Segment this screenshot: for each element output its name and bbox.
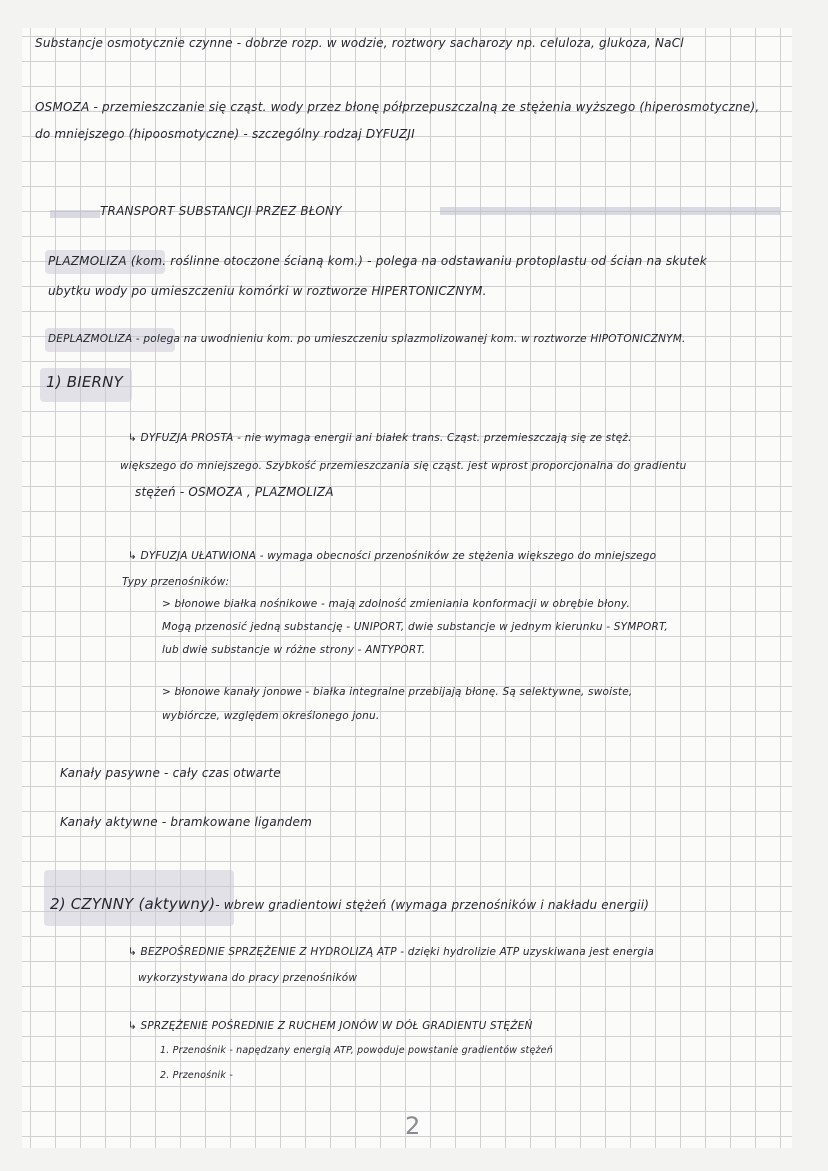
czynny-heading-rest: - wbrew gradientowi stężeń (wymaga przenośników i nakładu energii) — [215, 898, 650, 912]
dyfuzja-prosta-line2: większego do mniejszego. Szybkość przemieszczania się cząst. jest wprost proporcjonalna do gradientu — [120, 460, 687, 472]
nosnikowe-line3: lub dwie substancje w różne strony - ANTYPORT. — [162, 644, 426, 656]
przenosnik-2: 2. Przenośnik - — [160, 1070, 233, 1081]
highlight-band-left — [50, 210, 100, 218]
czynny-heading — [50, 895, 649, 913]
bierny-heading: 1) BIERNY — [46, 373, 123, 391]
czynny-heading-title: 2) CZYNNY (aktywny) — [50, 895, 216, 913]
bezposrednie-line1: ↳ BEZPOŚREDNIE SPRZĘŻENIE Z HYDROLIZĄ ATP - dzięki hydrolizie ATP uzyskiwana jest energia — [128, 946, 655, 958]
plazmoliza-line1: PLAZMOLIZA (kom. roślinne otoczone ścianą kom.) - polega na odstawaniu protoplastu od ścian na skutek — [48, 254, 707, 268]
bezposrednie-line2: wykorzystywana do pracy przenośników — [138, 972, 358, 984]
section-title: TRANSPORT SUBSTANCJI PRZEZ BŁONY — [100, 204, 342, 218]
osmoza-definition-line2: do mniejszego (hipoosmotyczne) - szczególny rodzaj DYFUZJI — [35, 127, 415, 141]
kanaly-aktywne-line: Kanały aktywne - bramkowane ligandem — [60, 815, 312, 829]
deplazmoliza-line: DEPLAZMOLIZA - polega na uwodnieniu kom. po umieszczeniu splazmolizowanej kom. w roztworze HIPOTONICZNYM. — [48, 333, 686, 345]
kanaly-pasywne-line: Kanały pasywne - cały czas otwarte — [60, 766, 281, 780]
posrednie-line1: ↳ SPRZĘŻENIE POŚREDNIE Z RUCHEM JONÓW W DÓŁ GRADIENTU STĘŻEŃ — [128, 1020, 533, 1032]
dyfuzja-prosta-line1: ↳ DYFUZJA PROSTA - nie wymaga energii ani białek trans. Cząst. przemieszczają się ze stęż. — [128, 432, 632, 444]
przenosniki-types-label: Typy przenośników: — [122, 576, 230, 588]
nosnikowe-line2: Mogą przenosić jedną substancję - UNIPORT, dwie substancje w jednym kierunku - SYMPORT, — [162, 621, 668, 633]
dyfuzja-prosta-line3: stężeń - OSMOZA , PLAZMOLIZA — [135, 485, 334, 499]
kanaly-jonowe-line2: wybiórcze, względem określonego jonu. — [162, 710, 380, 722]
page-number: 2 — [405, 1112, 421, 1140]
plazmoliza-line2: ubytku wody po umieszczeniu komórki w roztworze HIPERTONICZNYM. — [48, 284, 487, 298]
osmotic-substances-line: Substancje osmotycznie czynne - dobrze rozp. w wodzie, roztwory sacharozy np. celuloza, glukoza, NaCl — [35, 36, 684, 50]
highlight-band-right — [440, 207, 780, 215]
osmoza-definition-line1: OSMOZA - przemieszczanie się cząst. wody przez błonę półprzepuszczalną ze stężenia wyższego (hiperosmotyczne), — [35, 100, 760, 114]
przenosnik-1: 1. Przenośnik - napędzany energią ATP, powoduje powstanie gradientów stężeń — [160, 1045, 553, 1056]
dyfuzja-ulatwiona-line1: ↳ DYFUZJA UŁATWIONA - wymaga obecności przenośników ze stężenia większego do mniejszego — [128, 550, 657, 562]
kanaly-jonowe-line1: > błonowe kanały jonowe - białka integralne przebijają błonę. Są selektywne, swoiste, — [162, 686, 633, 698]
nosnikowe-line1: > błonowe białka nośnikowe - mają zdolność zmieniania konformacji w obrębie błony. — [162, 598, 630, 610]
